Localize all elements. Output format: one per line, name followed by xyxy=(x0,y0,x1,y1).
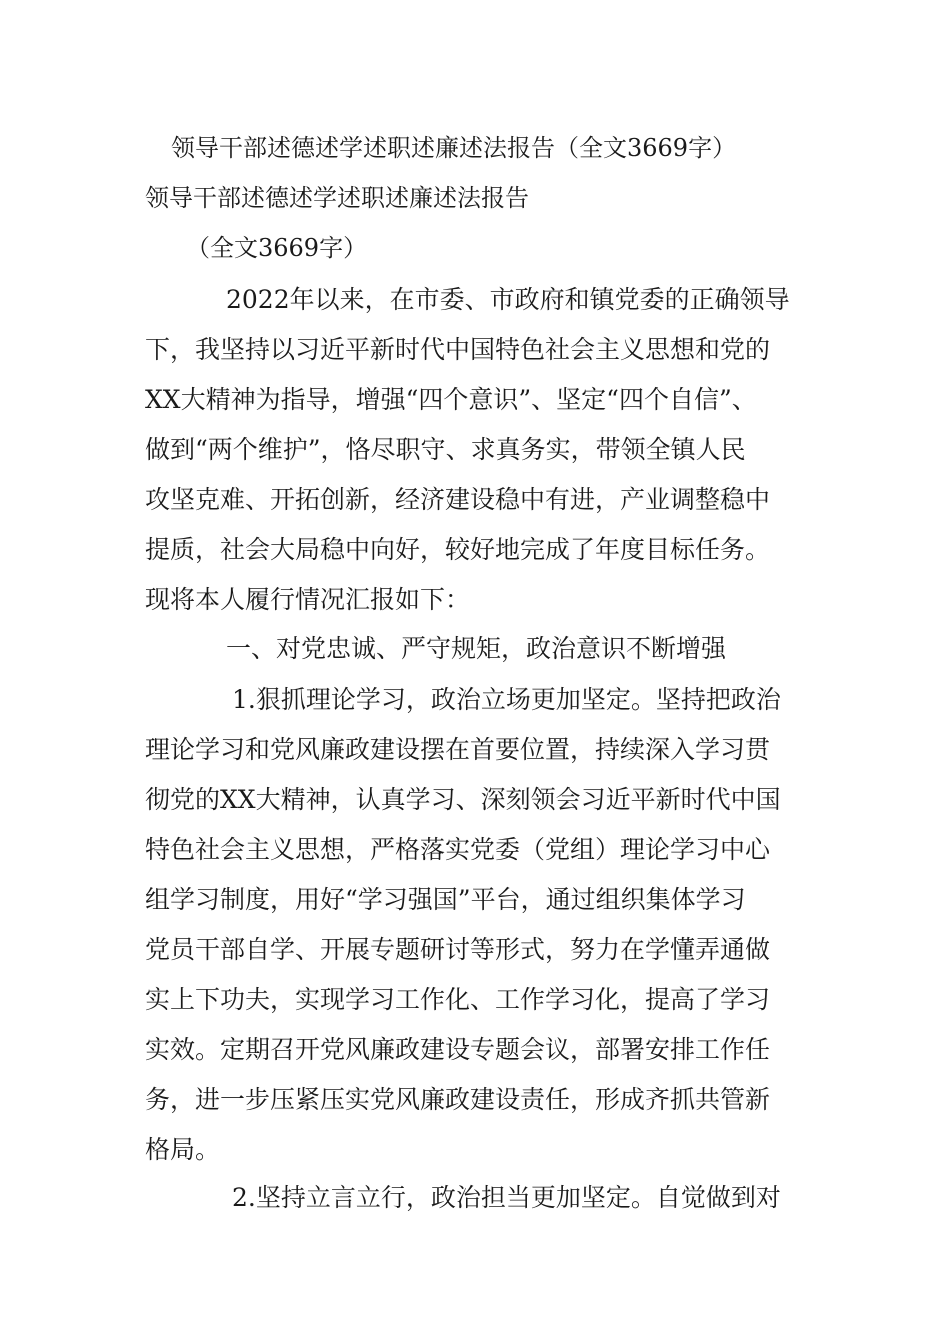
section-heading: 一、对党忠诚、严守规矩，政治意识不断增强 xyxy=(226,634,727,663)
paragraph-line: 理论学习和党风廉政建设摆在首要位置，持续深入学习贯 xyxy=(145,735,771,764)
paragraph-line: 格局。 xyxy=(145,1135,221,1164)
paragraph-line: 2.坚持立言立行，政治担当更加坚定。自觉做到对 xyxy=(232,1183,781,1212)
paragraph-line: 特色社会主义思想，严格落实党委（党组）理论学习中心 xyxy=(145,835,771,864)
paragraph-line: 彻党的XX大精神，认真学习、深刻领会习近平新时代中国 xyxy=(145,785,781,814)
word-count-note: （全文3669字） xyxy=(186,234,368,262)
paragraph-line: 务，进一步压紧压实党风廉政建设责任，形成齐抓共管新 xyxy=(145,1085,771,1114)
header-title: 领导干部述德述学述职述廉述法报告（全文3669字） xyxy=(171,134,737,162)
paragraph-line: 党员干部自学、开展专题研讨等形式，努力在学懂弄通做 xyxy=(145,935,771,964)
intro-line: XX大精神为指导，增强“四个意识”、坚定“四个自信”、 xyxy=(145,385,757,414)
paragraph-line: 组学习制度，用好“学习强国”平台，通过组织集体学习 xyxy=(145,885,746,914)
intro-line: 2022年以来，在市委、市政府和镇党委的正确领导 xyxy=(226,285,790,314)
report-subtitle: 领导干部述德述学述职述廉述法报告 xyxy=(145,184,529,212)
paragraph-line: 1.狠抓理论学习，政治立场更加坚定。坚持把政治 xyxy=(232,685,781,714)
paragraph-line: 实上下功夫，实现学习工作化、工作学习化，提高了学习 xyxy=(145,985,771,1014)
intro-line: 做到“两个维护”，恪尽职守、求真务实，带领全镇人民 xyxy=(145,435,746,464)
intro-line: 下，我坚持以习近平新时代中国特色社会主义思想和党的 xyxy=(145,335,771,364)
intro-line: 攻坚克难、开拓创新，经济建设稳中有进，产业调整稳中 xyxy=(145,485,771,514)
intro-line: 现将本人履行情况汇报如下： xyxy=(145,585,471,614)
paragraph-line: 实效。定期召开党风廉政建设专题会议，部署安排工作任 xyxy=(145,1035,771,1064)
intro-line: 提质，社会大局稳中向好，较好地完成了年度目标任务。 xyxy=(145,535,771,564)
